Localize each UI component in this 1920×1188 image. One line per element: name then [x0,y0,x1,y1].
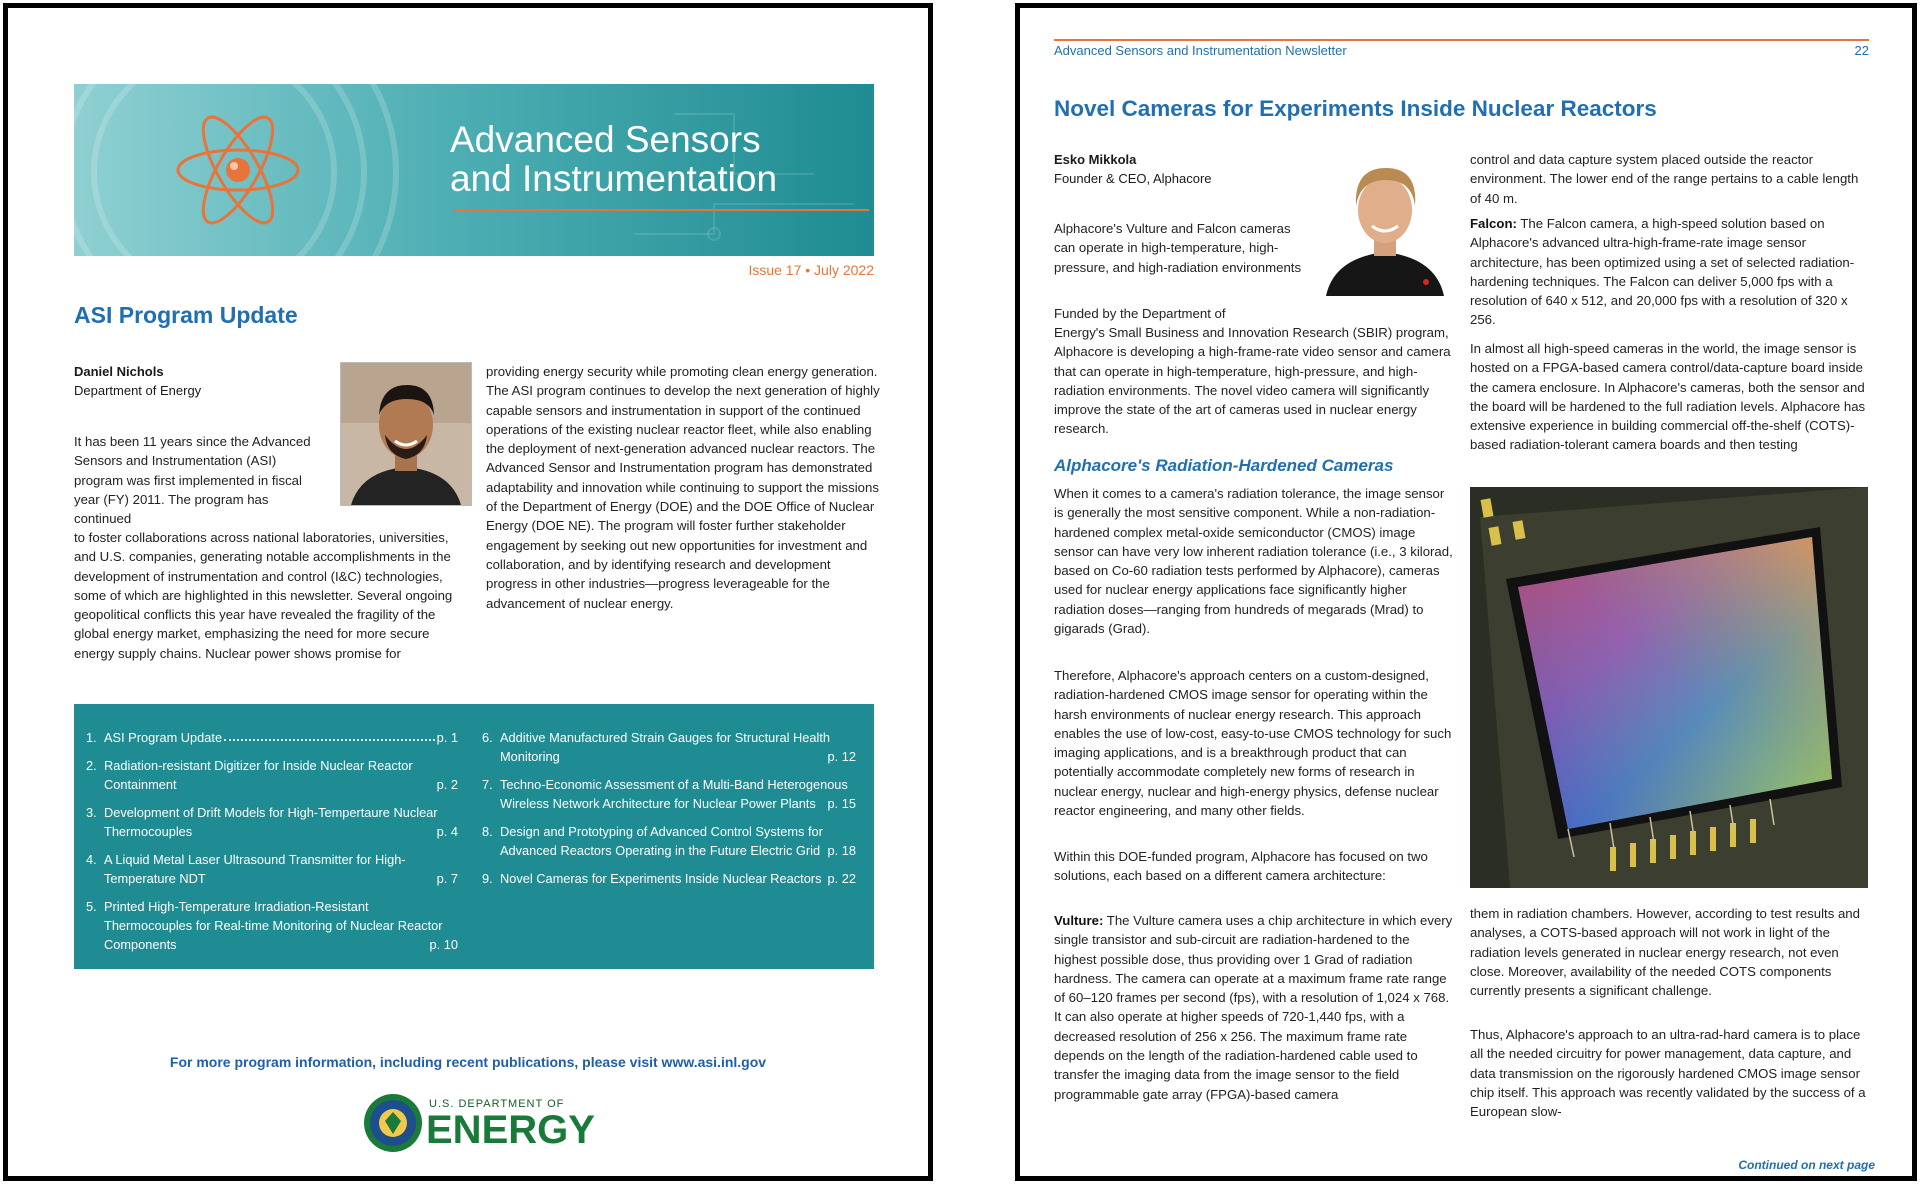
banner-title [450,120,777,198]
toc-page: p. 15 [827,796,856,811]
toc-item[interactable]: 4. A Liquid Metal Laser Ultrasound Transmitter for High-Temperature NDT p. 7 [86,852,458,886]
falcon-label: Falcon: [1470,216,1517,231]
author-role: Founder & CEO, Alphacore [1054,171,1212,186]
paragraph-high-speed: In almost all high-speed cameras in the world, the image sensor is hosted on a FPGA-based camera control/data-capture board inside the camera enclosure. In Alphacore's cameras, both the sensor and the board will be hardened to the full radiation levels. Alphacore has extensive experience in building commercial off-the-shelf (COTS)-based radiation-tolerant camera boards and then testing [1470,341,1866,453]
newsletter-page-1 [3,3,933,1181]
header-rule [1054,39,1869,41]
author-org: Department of Energy [74,383,202,398]
intro-paragraph-wide: to foster collaborations across national laboratories, universities, and U.S. companies, generating notable accomplishments in the development of instrumentation and control (I&C) technologies, some of which are highlighted in this newsletter. Several ongoing geopolitical conflicts this year have revealed the fragility of the global energy market, emphasizing the need for more secure energy supply chains. Nuclear power shows promise for [74,530,453,661]
author-photo [1320,150,1450,296]
toc-list-right [482,728,856,897]
intro-paragraph-col2: providing energy security while promoting clean energy generation. The ASI program continues to develop the next generation of highly capable sensors and instrumentation in support of the continued operations of the existing nuclear reactor fleet, while also enabling the deployment of next-generation advanced nuclear reactors. The Advanced Sensor and Instrumentation program has demonstrated adaptability and innovation while continuing to support the missions of the Department of Energy (DOE) and the DOE Office of Nuclear Energy (DOE NE). The program will foster further stakeholder engagement by seeking out new opportunities for investment and collaboration, and by identifying research and development progress in other industries—progress leverageable for the advancement of nuclear energy. [486,364,880,611]
toc-item[interactable]: 1. ASI Program Update p. 1 [86,730,458,745]
running-header [1054,43,1869,58]
toc-page: p. 22 [827,871,856,886]
doe-logo-line1: U.S. DEPARTMENT OF [429,1098,565,1110]
doe-logo-line2: ENERGY [426,1108,595,1152]
toc-item[interactable]: 9. Novel Cameras for Experiments Inside Nuclear Reactors p. 22 [482,871,856,886]
paragraph-radiation-chambers: them in radiation chambers. However, according to test results and analyses, a COTS-based approach will not work in light of the radiation levels generated in nuclear energy research, not even close. Moreover, availability of the needed COTS components currently presents a significant challenge. [1470,906,1860,999]
banner-title-line1: Advanced Sensors [450,119,761,160]
paragraph-two-solutions: Within this DOE-funded program, Alphacore has focused on two solutions, each based on a different camera architecture: [1054,849,1428,884]
paragraph-control: control and data capture system placed outside the reactor environment. The lower end of the range pertains to a cable length of 40 m. [1470,152,1859,206]
author-name: Daniel Nichols [74,364,164,379]
intro-paragraph-narrow: It has been 11 years since the Advanced Sensors and Instrumentation (ASI) program was first implemented in fiscal year (FY) 2011. The program has continued [74,434,311,527]
program-info-link[interactable]: For more program information, including recent publications, please visit www.asi.inl.gov [169,1054,767,1070]
paragraph-approach: Therefore, Alphacore's approach centers on a custom-designed, radiation-hardened CMOS image sensor for operating within the harsh environments of nuclear energy research. This approach enables the use of low-cost, easy-to-use CMOS technology for such imaging applications, and is a breakthrough product that can potentially accommodate completely new forms of research in nuclear energy, nuclear and high-energy physics, defense nuclear reactor engineering, and many other fields. [1054,668,1452,819]
toc-page: p. 1 [436,730,458,745]
vulture-label: Vulture: [1054,913,1104,928]
continued-link[interactable]: Continued on next page [1738,1158,1875,1172]
author-block [1054,150,1212,188]
image-sensor-photo [1470,487,1868,888]
page-number: 22 [1854,43,1869,58]
table-of-contents [74,704,874,969]
toc-item[interactable]: 6. Additive Manufactured Strain Gauges for Structural Health Monitoring p. 12 [482,730,856,764]
section-subheading: Alphacore's Radiation-Hardened Cameras [1054,456,1394,475]
toc-list-left [86,728,458,963]
toc-item[interactable]: 7. Techno-Economic Assessment of a Multi-Band Heterogenous Wireless Network Architecture for Nuclear Power Plants p. 15 [482,777,856,811]
issue-date: Issue 17 • July 2022 [748,262,874,278]
article-title: Novel Cameras for Experiments Inside Nuclear Reactors [1054,96,1657,121]
paragraph-radiation-tolerance: When it comes to a camera's radiation tolerance, the image sensor is generally the most sensitive component. While a non-radiation-hardened complex metal-oxide semiconductor (CMOS) image sensor can have very low inherent radiation tolerance (i.e., 3 kilorad, based on Co-60 radiation tests performed by Alphacore), cameras used for nuclear energy applications face significantly higher radiation doses—ranging from hundreds of megarads (Mrad) to gigarads (Grad). [1054,486,1453,637]
article-title: ASI Program Update [74,302,298,328]
newsletter-page-2 [1015,3,1917,1181]
photo-caption: Alphacore's Vulture and Falcon cameras can operate in high-temperature, high-pressure, and high-radiation environments [1054,221,1302,275]
toc-page: p. 4 [436,824,458,839]
author-name: Esko Mikkola [1054,152,1137,167]
newsletter-banner [74,84,874,256]
author-photo [340,362,472,506]
funded-lead: Funded by the Department of [1054,306,1226,321]
toc-item[interactable]: 8. Design and Prototyping of Advanced Control Systems for Advanced Reactors Operating in the Future Electric Grid p. 18 [482,824,856,858]
toc-page: p. 2 [436,777,458,792]
doe-logo [363,1088,603,1158]
author-block [74,362,201,400]
paragraph-ultra-rad-hard: Thus, Alphacore's approach to an ultra-rad-hard camera is to place all the needed circuitry for power management, data capture, and data transmission on the rigorously hardened CMOS image sensor chip itself. This approach was recently validated by the success of a European slow- [1470,1027,1866,1120]
toc-page: p. 10 [429,937,458,952]
paragraph-vulture: Vulture: The Vulture camera uses a chip architecture in which every single transistor and sub-circuit are radiation-hardened to the highest possible dose, thus providing over 1 Grad of radiation hardness. The camera can operate at a maximum frame rate range of 60–120 frames per second (fps), with a resolution of 1,024 x 768. It can also operate at higher speeds of 720-1,440 fps, with a decreased resolution of 256 x 256. The maximum frame rate depends on the length of the radiation-hardened cable used to transfer the imaging data from the image sensor to the field programmable gate array (FPGA)-based camera [1054,913,1453,1102]
toc-page: p. 12 [827,749,856,764]
toc-item[interactable]: 2. Radiation-resistant Digitizer for Inside Nuclear Reactor Containment p. 2 [86,758,458,792]
toc-item[interactable]: 3. Development of Drift Models for High-Tempertaure Nuclear Thermocouples p. 4 [86,805,458,839]
paragraph-falcon: Falcon: The Falcon camera, a high-speed solution based on Alphacore's advanced ultra-high-frame-rate image sensor architecture, has been optimized using a set of selected radiation-hardening techniques. The Falcon can deliver 5,000 fps with a resolution of 640 x 512, and 20,000 fps with a resolution of 320 x 256. [1470,216,1855,328]
funded-paragraph: Energy's Small Business and Innovation Research (SBIR) program, Alphacore is developing a high-frame-rate video sensor and camera that can operate in high-temperature, high-pressure, and high-radiation environments. The novel video camera will significantly improve the state of the art of cameras used in nuclear energy research. [1054,325,1451,437]
banner-title-line2: and Instrumentation [450,158,778,199]
toc-page: p. 18 [827,843,856,858]
toc-page: p. 7 [436,871,458,886]
running-head-title: Advanced Sensors and Instrumentation Newsletter [1054,43,1347,58]
toc-item[interactable]: 5. Printed High-Temperature Irradiation-Resistant Thermocouples for Real-time Monitoring of Nuclear Reactor Components p. 10 [86,899,458,952]
